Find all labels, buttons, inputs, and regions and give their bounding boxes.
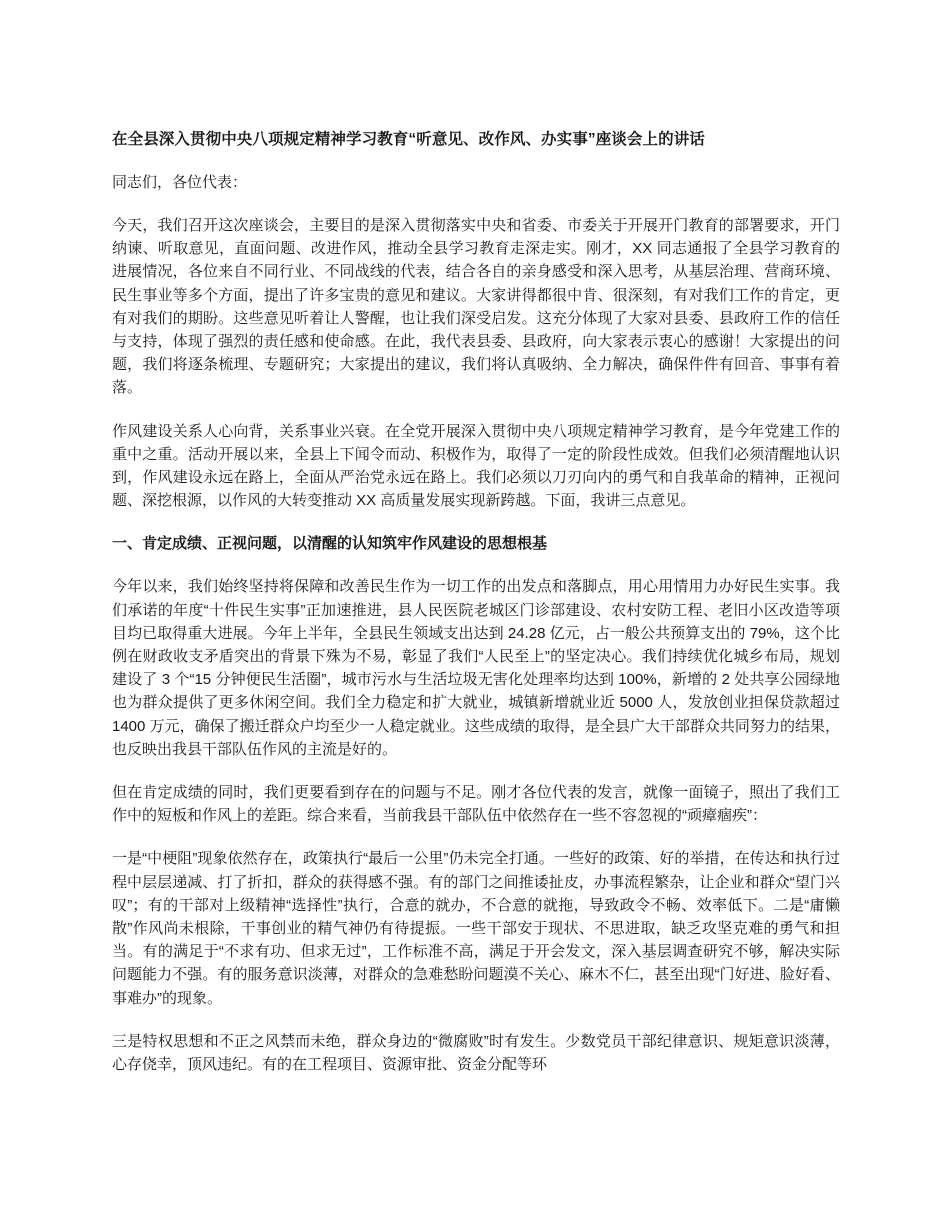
- document-title: 在全县深入贯彻中央八项规定精神学习教育“听意见、改作风、办实事”座谈会上的讲话: [112, 131, 705, 148]
- paragraph-work-style-significance: 作风建设关系人心向背，关系事业兴衰。在全党开展深入贯彻中央八项规定精神学习教育，是今年党建工作的重中之重。活动开展以来，全县上下闻令而动、积极作为，取得了一定的阶段性成效。但我们必须清醒地认识到，作风建设永远在路上，全面从严治党永远在路上。我们必须以刀刃向内的勇气和自我革命的精神，正视问题、深挖根源，以作风的大转变推动 XX 高质量发展实现新跨越。下面，我讲三点意见。: [112, 422, 840, 510]
- paragraph-problems-intro: 但在肯定成绩的同时，我们更要看到存在的问题与不足。刚才各位代表的发言，就像一面镜子，照出了我们工作中的短板和作风上的差距。综合来看，当前我县干部队伍中依然存在一些不容忽视的“顽瘴痼疾”：: [112, 784, 840, 825]
- paragraph-livelihood-achievements: 今年以来，我们始终坚持将保障和改善民生作为一切工作的出发点和落脚点，用心用情用力办好民生实事。我们承诺的年度“十件民生实事”正加速推进，县人民医院老城区门诊部建设、农村安防工程、老旧小区改造等项目均已取得重大进展。今年上半年，全县民生领域支出达到 24.28 亿元，占一般公共预算支出的 79%，这个比例在财政收支矛盾突出的背景下殊为不易，彰显了我们“人民至上”的坚定决心。我们持续优化城乡布局，规划建设了 3 个“15 分钟便民生活圈”，城市污水与生活垃圾无害化处理率均达到 100%，新增的 2 处共享公园绿地也为群众提供了更多休闲空间。我们全力稳定和扩大就业，城镇新增就业近 5000 人，发放创业担保贷款超过 1400 万元，确保了搬迁群众户均至少一人稳定就业。这些成绩的取得，是全县广大干部群众共同努力的结果，也反映出我县干部队伍作风的主流是好的。: [112, 578, 840, 758]
- section-heading-one: 一、肯定成绩、正视问题，以清醒的认知筑牢作风建设的思想根基: [112, 535, 548, 553]
- paragraph-opening-remarks: 今天，我们召开这次座谈会，主要目的是深入贯彻落实中央和省委、市委关于开展开门教育的部署要求，开门纳谏、听取意见，直面问题、改进作风，推动全县学习教育走深走实。刚才，XX 同志通报了全县学习教育的进展情况，各位来自不同行业、不同战线的代表，结合各自的亲身感受和深入思考，从基层治理、营商环境、民生事业等多个方面，提出了许多宝贵的意见和建议。大家讲得都很中肯、很深刻，有对我们工作的肯定，更有对我们的期盼。这些意见听着让人警醒，也让我们深受启发。这充分体现了大家对县委、县政府工作的信任与支持，体现了强烈的责任感和使命感。在此，我代表县委、县政府，向大家表示衷心的感谢！大家提出的问题，我们将逐条梳理、专题研究；大家提出的建议，我们将认真吸纳、全力解决，确保件件有回音、事事有着落。: [112, 217, 840, 397]
- salutation: 同志们，各位代表：: [112, 174, 248, 191]
- paragraph-problem-one-and-two: 一是“中梗阻”现象依然存在，政策执行“最后一公里”仍未完全打通。一些好的政策、好的举措，在传达和执行过程中层层递减、打了折扣，群众的获得感不强。有的部门之间推诿扯皮，办事流程繁杂，让企业和群众“望门兴叹”；有的干部对上级精神“选择性”执行，合意的就办，不合意的就拖，导致政令不畅、效率低下。二是“庸懒散”作风尚未根除，干事创业的精气神仍有待提振。一些干部安于现状、不思进取，缺乏攻坚克难的勇气和担当。有的满足于“不求有功、但求无过”，工作标准不高，满足于开会发文，深入基层调查研究不够，解决实际问题能力不强。有的服务意识淡薄，对群众的急难愁盼问题漠不关心、麻木不仁，甚至出现“门好进、脸好看、事难办”的现象。: [112, 850, 840, 1007]
- paragraph-problem-three: 三是特权思想和不正之风禁而未绝，群众身边的“微腐败”时有发生。少数党员干部纪律意识、规矩意识淡薄，心存侥幸，顶风违纪。有的在工程项目、资源审批、资金分配等环: [112, 1032, 840, 1074]
- document-body: [112, 214, 840, 1076]
